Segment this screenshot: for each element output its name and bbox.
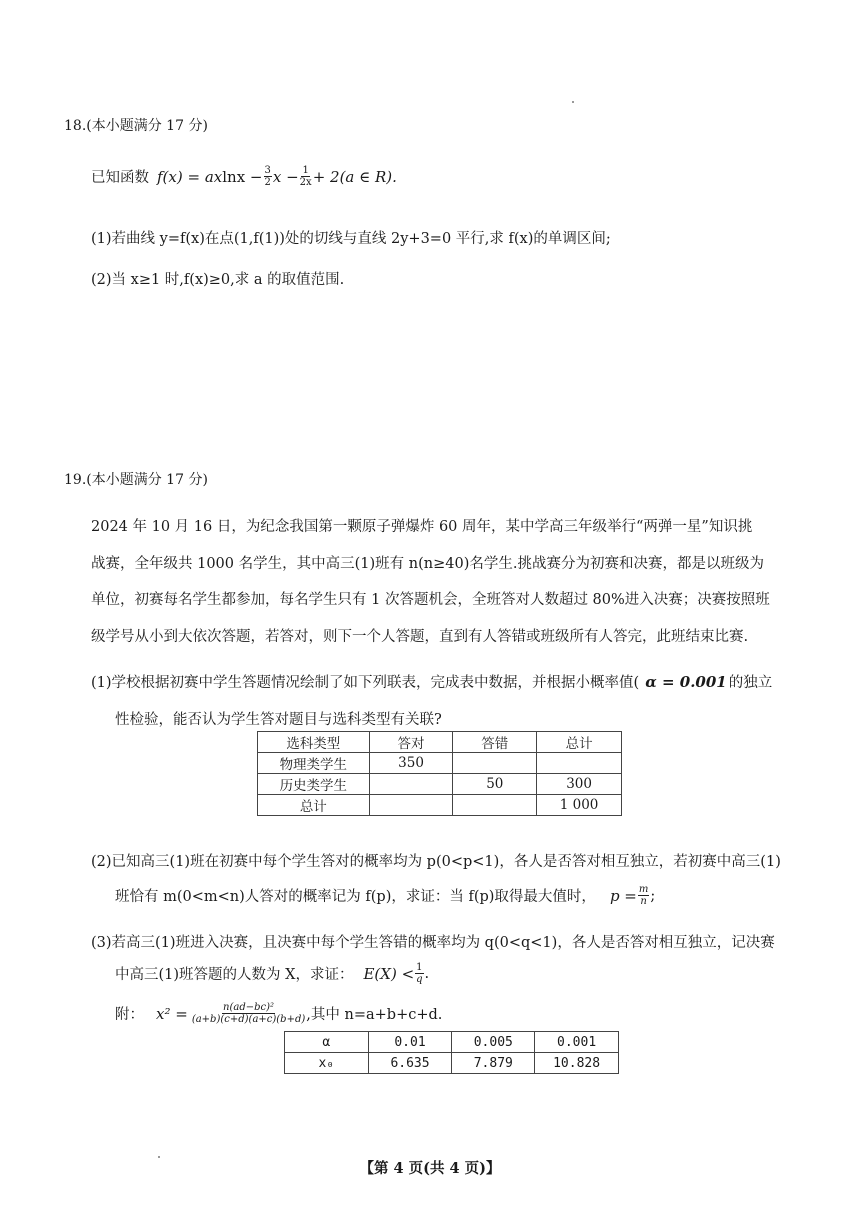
appendix-tail: ,其中 n=a+b+c+d.: [306, 1007, 443, 1023]
table-cell: 总计: [258, 795, 370, 816]
stray-dot: [572, 101, 574, 103]
appendix-num: n(ad−bc)²: [223, 1002, 275, 1013]
table-header-cell: 答错: [453, 732, 537, 753]
q18-frac1-num: 3: [264, 165, 271, 176]
table-cell: 历史类学生: [258, 774, 370, 795]
table-cell: 300: [537, 774, 622, 795]
q19-part3-frac: [415, 962, 423, 985]
q19-part2-p: p =: [609, 886, 637, 905]
q19-para-line: 单位，初赛每名学生都参加，每名学生只有 1 次答题机会，全班答对人数超过 80%进入决赛；决赛按照班: [91, 592, 770, 608]
q19-part2-frac-den: n: [640, 896, 647, 907]
table-cell: 6.635: [368, 1053, 452, 1074]
table-cell: 7.879: [452, 1053, 535, 1074]
q19-header: 19.(本小题满分 17 分): [64, 472, 208, 488]
appendix-frac: [192, 1002, 305, 1025]
page-footer: 【第 4 页(共 4 页)】: [359, 1160, 501, 1177]
table-cell: 0.005: [452, 1032, 535, 1053]
q19-part3-frac-num: 1: [416, 962, 423, 973]
table-row: [258, 774, 622, 795]
q19-appendix: [115, 1002, 442, 1025]
table-row: [258, 795, 622, 816]
q19-para-line: 级学号从小到大依次答题，若答对，则下一个人答题，直到有人答错或班级所有人答完，此班结束比赛.: [91, 628, 749, 645]
q19-part2-end: ;: [650, 887, 656, 904]
q18-formula-ln: lnx −: [222, 167, 263, 186]
q19-part3-line1: (3)若高三(1)班进入决赛，且决赛中每个学生答错的概率均为 q(0<q<1)，各人是否答对相互独立，记决赛: [91, 935, 775, 951]
table-header-row: [258, 732, 622, 753]
q19-part1-text: (1)学校根据初赛中学生答题情况绘制了如下列联表，完成表中数据，并根据小概率值(: [91, 675, 640, 691]
q19-part1-alpha: α = 0.001: [645, 672, 727, 691]
table-cell: [369, 774, 453, 795]
table-cell: x₀: [285, 1053, 369, 1074]
q19-part3-ex: E(X) <: [363, 964, 415, 983]
table-cell: [453, 795, 537, 816]
q18-frac1-den: 2: [264, 177, 271, 188]
table-header-cell: 答对: [369, 732, 453, 753]
table-cell: 0.001: [535, 1032, 619, 1053]
q18-formula-mid: x −: [272, 167, 299, 186]
appendix-label: 附：: [115, 1007, 144, 1023]
q19-part3-end: .: [424, 965, 430, 982]
q19-part3-frac-den: q: [416, 974, 423, 985]
table-cell: [537, 753, 622, 774]
contingency-table: [257, 731, 622, 816]
table-cell: 0.01: [368, 1032, 452, 1053]
appendix-den: (a+b)(c+d)(a+c)(b+d): [191, 1014, 306, 1025]
q19-part2-line2: [115, 884, 655, 907]
table-header-cell: 选科类型: [258, 732, 370, 753]
appendix-chi: x² =: [156, 1004, 188, 1023]
table-row: [285, 1053, 619, 1074]
q18-part2: (2)当 x≥1 时,f(x)≥0,求 a 的取值范围.: [91, 272, 345, 288]
q18-intro-prefix: 已知函数: [91, 170, 149, 186]
q18-frac2-den: 2x: [299, 177, 312, 188]
table-cell: 1 000: [537, 795, 622, 816]
table-header-cell: 总计: [537, 732, 622, 753]
q19-para-line: 战赛，全年级共 1000 名学生，其中高三(1)班有 n(n≥40)名学生.挑战赛分为初赛和决赛，都是以班级为: [91, 555, 764, 572]
q19-part2-frac: [638, 884, 649, 907]
q18-intro: [91, 165, 397, 188]
q19-part2-line1: (2)已知高三(1)班在初赛中每个学生答对的概率均为 p(0<p<1)，各人是否答对相互独立，若初赛中高三(1): [91, 854, 781, 870]
q19-part1-line2: 性检验，能否认为学生答对题目与选科类型有关联?: [115, 712, 442, 728]
q19-part2-frac-num: m: [638, 884, 649, 895]
q18-part1: (1)若曲线 y=f(x)在点(1,f(1))处的切线与直线 2y+3=0 平行,求 f(x)的单调区间;: [91, 231, 611, 247]
table-row: [258, 753, 622, 774]
q19-paragraph: [91, 509, 811, 655]
table-cell: 350: [369, 753, 453, 774]
q18-formula-tail: + 2(a ∈ R).: [312, 167, 397, 186]
q18-frac2: [300, 165, 312, 188]
table-cell: 10.828: [535, 1053, 619, 1074]
table-cell: 物理类学生: [258, 753, 370, 774]
table-row: [285, 1032, 619, 1053]
q19-part2-text: 班恰有 m(0<m<n)人答对的概率记为 f(p)，求证：当 f(p)取得最大值时，: [115, 889, 596, 905]
q19-para-line: 2024 年 10 月 16 日，为纪念我国第一颗原子弹爆炸 60 周年，某中学高三年级举行“两弹一星”知识挑: [91, 519, 753, 535]
q19-part3-line2: [115, 962, 429, 985]
table-cell: [453, 753, 537, 774]
q18-frac2-num: 1: [302, 165, 309, 176]
q18-frac1: [264, 165, 272, 188]
q19-part3-text: 中高三(1)班答题的人数为 X，求证：: [115, 967, 354, 983]
q18-header: 18.(本小题满分 17 分): [64, 118, 208, 134]
q19-part1-line1: [91, 671, 772, 692]
table-cell: 50: [453, 774, 537, 795]
q19-part1-tail: 的独立: [728, 675, 773, 691]
table-cell: [369, 795, 453, 816]
q18-formula-fx: f(x) = ax: [157, 167, 223, 186]
table-cell: α: [285, 1032, 369, 1053]
critical-value-table: [284, 1031, 619, 1074]
